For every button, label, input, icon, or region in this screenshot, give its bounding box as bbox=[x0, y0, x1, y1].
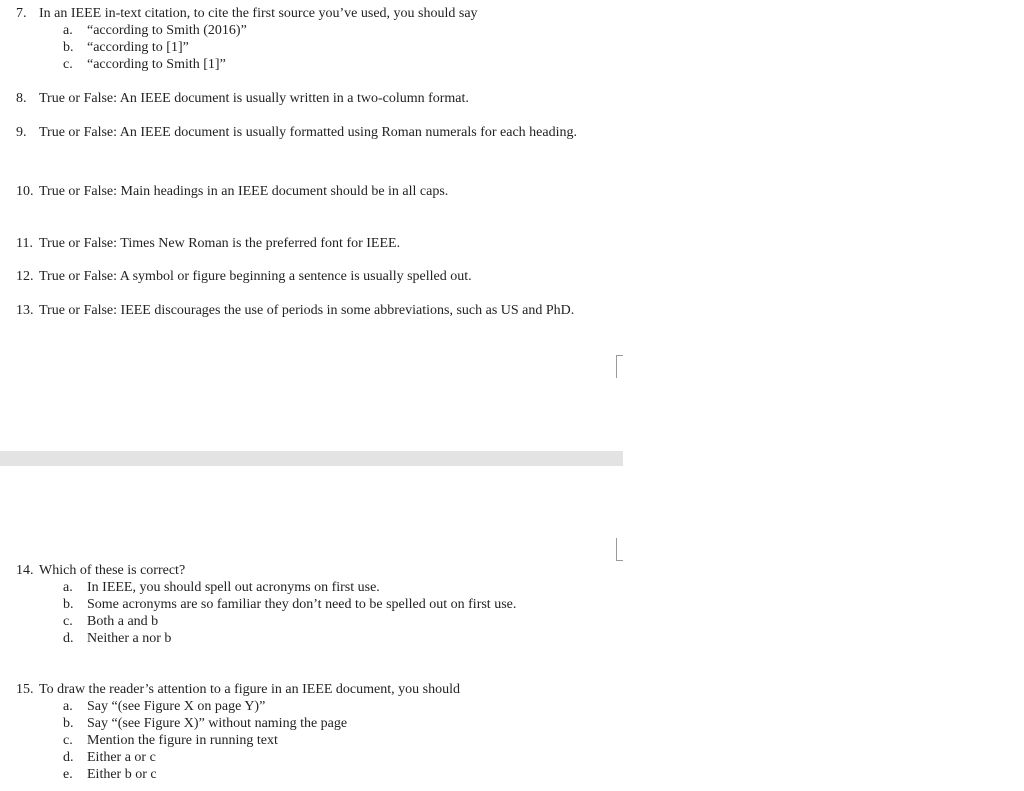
question-text: Which of these is correct? bbox=[39, 563, 186, 578]
question-text: To draw the reader’s attention to a figure in an IEEE document, you should bbox=[39, 682, 460, 697]
option-7b bbox=[63, 39, 189, 56]
question-9 bbox=[16, 124, 577, 141]
question-text: True or False: Main headings in an IEEE document should be in all caps. bbox=[39, 184, 449, 199]
option-text: “according to Smith [1]” bbox=[87, 57, 226, 72]
question-text: True or False: IEEE discourages the use of periods in some abbreviations, such as US and PhD. bbox=[39, 303, 575, 318]
option-14c bbox=[63, 613, 158, 630]
question-number: 8. bbox=[16, 91, 27, 106]
question-text: True or False: Times New Roman is the preferred font for IEEE. bbox=[39, 236, 401, 251]
option-letter: d. bbox=[63, 631, 74, 646]
option-letter: c. bbox=[63, 57, 73, 72]
question-number: 10. bbox=[16, 184, 34, 199]
question-number: 7. bbox=[16, 6, 27, 21]
option-letter: a. bbox=[63, 699, 73, 714]
question-text: In an IEEE in-text citation, to cite the first source you’ve used, you should say bbox=[39, 6, 478, 21]
question-number: 11. bbox=[16, 236, 33, 251]
option-letter: b. bbox=[63, 40, 74, 55]
option-letter: a. bbox=[63, 580, 73, 595]
question-number: 14. bbox=[16, 563, 34, 578]
option-15d bbox=[63, 749, 156, 766]
question-8 bbox=[16, 90, 469, 107]
question-text: True or False: A symbol or figure beginning a sentence is usually spelled out. bbox=[39, 269, 472, 284]
option-text: “according to [1]” bbox=[87, 40, 189, 55]
option-15c bbox=[63, 732, 278, 749]
option-text: Say “(see Figure X)” without naming the page bbox=[87, 716, 348, 731]
option-14d bbox=[63, 630, 171, 647]
option-text: Some acronyms are so familiar they don’t need to be spelled out on first use. bbox=[87, 597, 517, 612]
option-15b bbox=[63, 715, 347, 732]
page-corner-mark bbox=[616, 355, 623, 378]
option-letter: c. bbox=[63, 614, 73, 629]
option-letter: a. bbox=[63, 23, 73, 38]
option-text: Either a or c bbox=[87, 750, 156, 765]
question-11 bbox=[16, 235, 400, 252]
question-14 bbox=[16, 562, 185, 579]
question-number: 12. bbox=[16, 269, 34, 284]
option-letter: c. bbox=[63, 733, 73, 748]
document-page-2 bbox=[0, 466, 623, 791]
option-letter: b. bbox=[63, 716, 74, 731]
option-text: “according to Smith (2016)” bbox=[87, 23, 247, 38]
option-text: Mention the figure in running text bbox=[87, 733, 278, 748]
option-letter: b. bbox=[63, 597, 74, 612]
question-10 bbox=[16, 183, 448, 200]
option-15e bbox=[63, 766, 157, 783]
option-14a bbox=[63, 579, 380, 596]
option-letter: e. bbox=[63, 767, 73, 782]
question-12 bbox=[16, 268, 472, 285]
page-corner-mark bbox=[616, 538, 623, 561]
option-7c bbox=[63, 56, 226, 73]
option-text: Neither a nor b bbox=[87, 631, 172, 646]
page-break-gap bbox=[0, 451, 623, 466]
option-15a bbox=[63, 698, 265, 715]
option-letter: d. bbox=[63, 750, 74, 765]
question-number: 9. bbox=[16, 125, 27, 140]
question-13 bbox=[16, 302, 574, 319]
question-text: True or False: An IEEE document is usually written in a two-column format. bbox=[39, 91, 469, 106]
document-page-1 bbox=[0, 0, 623, 451]
option-14b bbox=[63, 596, 516, 613]
option-text: In IEEE, you should spell out acronyms on first use. bbox=[87, 580, 380, 595]
option-text: Both a and b bbox=[87, 614, 159, 629]
option-text: Say “(see Figure X on page Y)” bbox=[87, 699, 266, 714]
question-7 bbox=[16, 5, 478, 22]
option-7a bbox=[63, 22, 247, 39]
question-number: 15. bbox=[16, 682, 34, 697]
question-15 bbox=[16, 681, 460, 698]
question-number: 13. bbox=[16, 303, 34, 318]
question-text: True or False: An IEEE document is usually formatted using Roman numerals for each heading. bbox=[39, 125, 577, 140]
option-text: Either b or c bbox=[87, 767, 157, 782]
